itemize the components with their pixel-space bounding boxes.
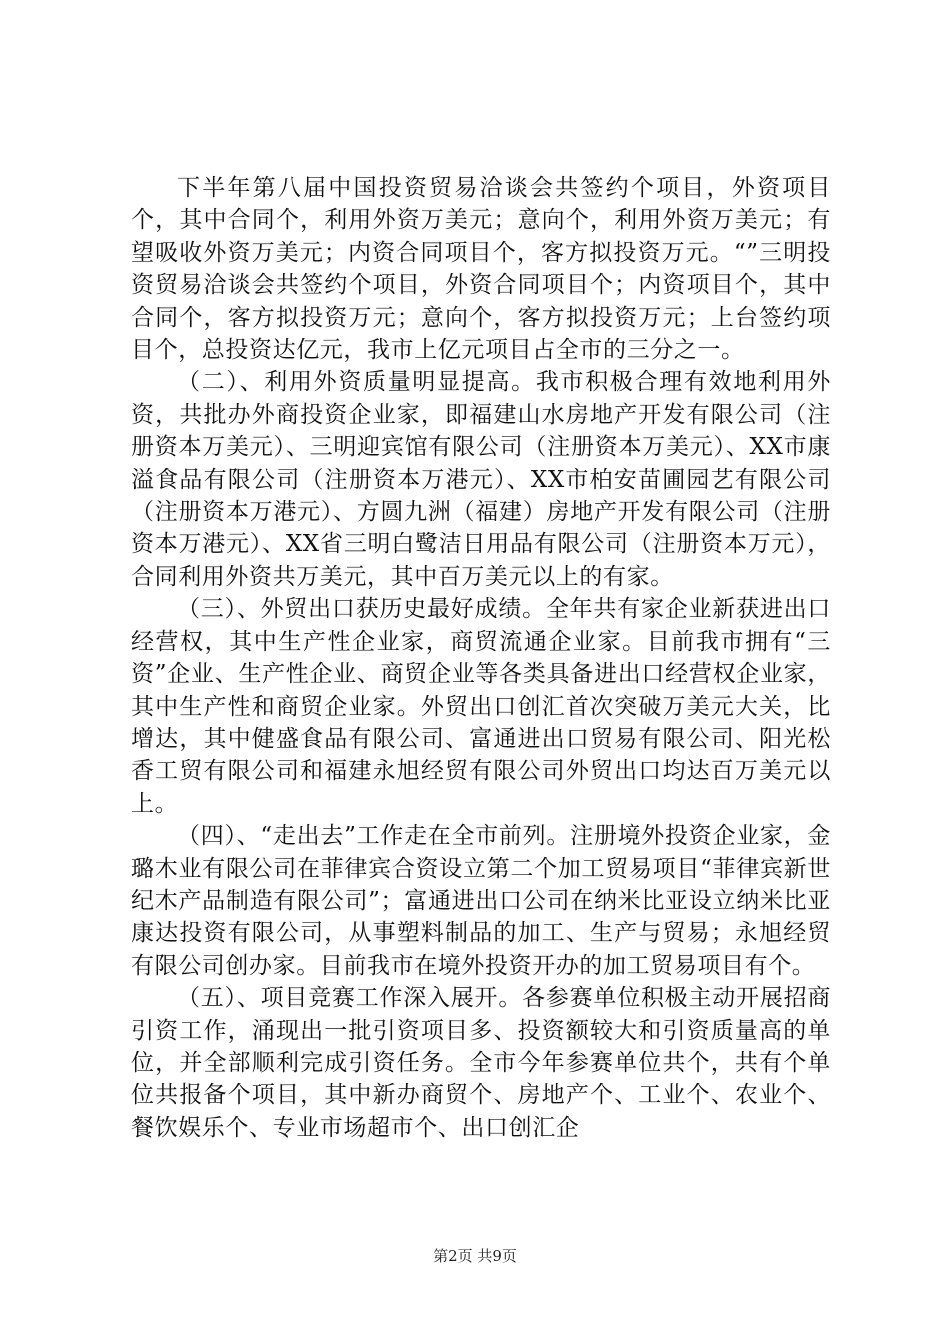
document-body [131, 172, 831, 1144]
paragraph-4: （四）、“走出去”工作走在全市前列。注册境外投资企业家，金璐木业有限公司在菲律宾合资设立第二个加工贸易项目“菲律宾新世纪木产品制造有限公司”；富通进出口公司在纳米比亚设立纳米比亚康达投资有限公司，从事塑料制品的加工、生产与贸易；永旭经贸有限公司创办家。目前我市在境外投资开办的加工贸易项目有个。 [131, 823, 831, 979]
paragraph-3: （三）、外贸出口获历史最好成绩。全年共有家企业新获进出口经营权，其中生产性企业家，商贸流通企业家。目前我市拥有“三资”企业、生产性企业、商贸企业等各类具备进出口经营权企业家，其中生产性和商贸企业家。外贸出口创汇首次突破万美元大关，比增达，其中健盛食品有限公司、富通进出口贸易有限公司、阳光松香工贸有限公司和福建永旭经贸有限公司外贸出口均达百万美元以上。 [131, 596, 831, 817]
page-footer: 第2页 共9页 [433, 1247, 517, 1265]
paragraph-5: （五）、项目竞赛工作深入展开。各参赛单位积极主动开展招商引资工作，涌现出一批引资项目多、投资额较大和引资质量高的单位，并全部顺利完成引资任务。全市今年参赛单位共个，共有个单位共报备个项目，其中新办商贸个、房地产个、工业个、农业个、餐饮娱乐个、专业市场超市个、出口创汇企 [131, 985, 831, 1141]
paragraph-1: 下半年第八届中国投资贸易洽谈会共签约个项目，外资项目个，其中合同个，利用外资万美元；意向个，利用外资万美元；有望吸收外资万美元；内资合同项目个，客方拟投资万元。“”三明投资贸易洽谈会共签约个项目，外资合同项目个；内资项目个，其中合同个，客方拟投资万元；意向个，客方拟投资万元；上台签约项目个，总投资达亿元，我市上亿元项目占全市的三分之一。 [131, 175, 831, 364]
paragraph-2: （二）、利用外资质量明显提高。我市积极合理有效地利用外资，共批办外商投资企业家，即福建山水房地产开发有限公司（注册资本万美元）、三明迎宾馆有限公司（注册资本万美元）、XX市康溢食品有限公司（注册资本万港元）、XX市柏安苗圃园艺有限公司（注册资本万港元）、方圆九洲（福建）房地产开发有限公司（注册资本万港元）、XX省三明白鹭洁日用品有限公司（注册资本万元），合同利用外资共万美元，其中百万美元以上的有家。 [131, 369, 831, 590]
